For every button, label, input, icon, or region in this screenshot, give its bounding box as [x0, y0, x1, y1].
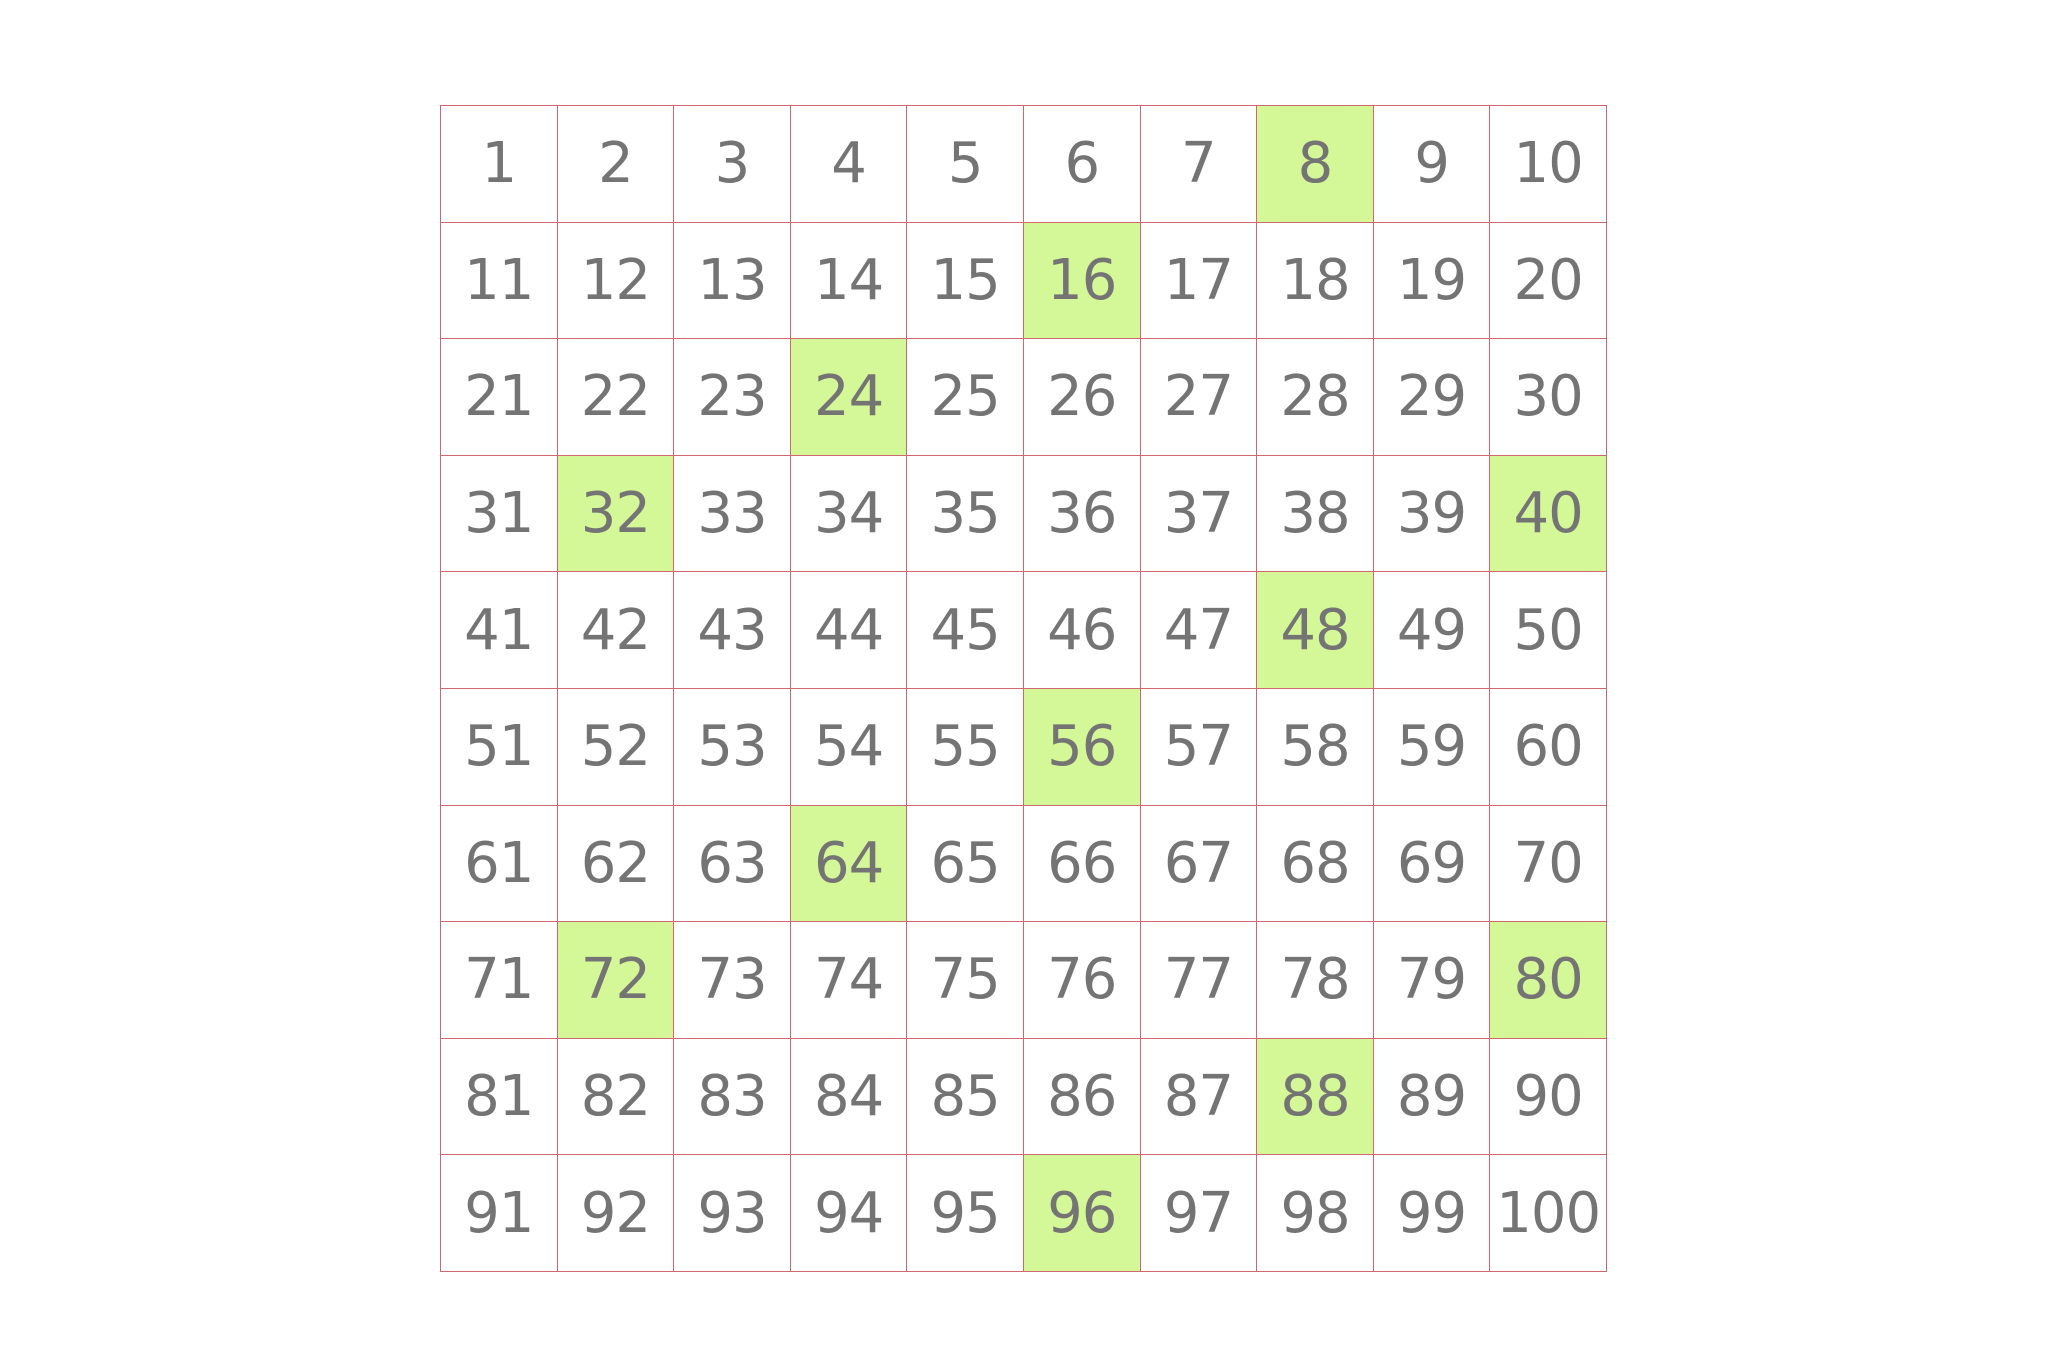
grid-cell[interactable]: 70	[1490, 806, 1607, 923]
grid-cell[interactable]: 92	[558, 1155, 675, 1272]
grid-cell[interactable]: 45	[907, 572, 1024, 689]
grid-cell[interactable]: 50	[1490, 572, 1607, 689]
grid-cell[interactable]: 63	[674, 806, 791, 923]
grid-cell[interactable]: 26	[1024, 339, 1141, 456]
hundred-chart-grid	[440, 105, 1607, 1272]
grid-cell[interactable]: 59	[1374, 689, 1491, 806]
grid-cell[interactable]: 33	[674, 456, 791, 573]
grid-cell[interactable]: 1	[441, 106, 558, 223]
grid-cell[interactable]: 68	[1257, 806, 1374, 923]
grid-cell[interactable]: 30	[1490, 339, 1607, 456]
grid-cell[interactable]: 73	[674, 922, 791, 1039]
grid-cell[interactable]: 49	[1374, 572, 1491, 689]
grid-cell[interactable]: 83	[674, 1039, 791, 1156]
grid-cell[interactable]: 4	[791, 106, 908, 223]
grid-cell[interactable]: 17	[1141, 223, 1258, 340]
grid-cell[interactable]: 61	[441, 806, 558, 923]
grid-cell-highlighted[interactable]: 48	[1257, 572, 1374, 689]
grid-cell[interactable]: 14	[791, 223, 908, 340]
grid-cell[interactable]: 97	[1141, 1155, 1258, 1272]
grid-cell[interactable]: 86	[1024, 1039, 1141, 1156]
grid-cell[interactable]: 77	[1141, 922, 1258, 1039]
grid-cell[interactable]: 87	[1141, 1039, 1258, 1156]
grid-cell[interactable]: 47	[1141, 572, 1258, 689]
grid-cell[interactable]: 41	[441, 572, 558, 689]
grid-cell[interactable]: 39	[1374, 456, 1491, 573]
grid-cell-highlighted[interactable]: 96	[1024, 1155, 1141, 1272]
grid-cell[interactable]: 15	[907, 223, 1024, 340]
grid-cell[interactable]: 52	[558, 689, 675, 806]
grid-cell[interactable]: 25	[907, 339, 1024, 456]
grid-cell[interactable]: 71	[441, 922, 558, 1039]
grid-cell[interactable]: 75	[907, 922, 1024, 1039]
grid-cell[interactable]: 81	[441, 1039, 558, 1156]
grid-cell[interactable]: 10	[1490, 106, 1607, 223]
grid-cell[interactable]: 20	[1490, 223, 1607, 340]
grid-cell[interactable]: 28	[1257, 339, 1374, 456]
grid-cell[interactable]: 36	[1024, 456, 1141, 573]
grid-cell[interactable]: 98	[1257, 1155, 1374, 1272]
grid-cell[interactable]: 93	[674, 1155, 791, 1272]
grid-cell[interactable]: 53	[674, 689, 791, 806]
grid-cell[interactable]: 38	[1257, 456, 1374, 573]
grid-cell-highlighted[interactable]: 72	[558, 922, 675, 1039]
grid-cell-highlighted[interactable]: 64	[791, 806, 908, 923]
grid-cell[interactable]: 79	[1374, 922, 1491, 1039]
grid-cell[interactable]: 31	[441, 456, 558, 573]
grid-cell[interactable]: 2	[558, 106, 675, 223]
grid-cell[interactable]: 46	[1024, 572, 1141, 689]
grid-cell[interactable]: 23	[674, 339, 791, 456]
grid-cell[interactable]: 82	[558, 1039, 675, 1156]
grid-cell[interactable]: 91	[441, 1155, 558, 1272]
grid-cell[interactable]: 12	[558, 223, 675, 340]
grid-cell[interactable]: 99	[1374, 1155, 1491, 1272]
grid-cell-highlighted[interactable]: 80	[1490, 922, 1607, 1039]
grid-cell[interactable]: 62	[558, 806, 675, 923]
grid-cell[interactable]: 44	[791, 572, 908, 689]
grid-cell-highlighted[interactable]: 16	[1024, 223, 1141, 340]
grid-cell[interactable]: 18	[1257, 223, 1374, 340]
grid-cell[interactable]: 43	[674, 572, 791, 689]
grid-cell[interactable]: 78	[1257, 922, 1374, 1039]
grid-cell-highlighted[interactable]: 8	[1257, 106, 1374, 223]
grid-cell[interactable]: 27	[1141, 339, 1258, 456]
grid-cell-highlighted[interactable]: 24	[791, 339, 908, 456]
grid-cell[interactable]: 13	[674, 223, 791, 340]
grid-cell[interactable]: 60	[1490, 689, 1607, 806]
grid-cell[interactable]: 66	[1024, 806, 1141, 923]
grid-cell-highlighted[interactable]: 32	[558, 456, 675, 573]
grid-cell[interactable]: 51	[441, 689, 558, 806]
grid-cell[interactable]: 21	[441, 339, 558, 456]
grid-cell[interactable]: 9	[1374, 106, 1491, 223]
grid-cell-highlighted[interactable]: 56	[1024, 689, 1141, 806]
grid-cell[interactable]: 54	[791, 689, 908, 806]
grid-cell[interactable]: 84	[791, 1039, 908, 1156]
grid-cell[interactable]: 65	[907, 806, 1024, 923]
grid-cell-highlighted[interactable]: 40	[1490, 456, 1607, 573]
grid-cell[interactable]: 69	[1374, 806, 1491, 923]
grid-cell[interactable]: 5	[907, 106, 1024, 223]
grid-cell[interactable]: 42	[558, 572, 675, 689]
grid-cell[interactable]: 34	[791, 456, 908, 573]
grid-cell[interactable]: 74	[791, 922, 908, 1039]
grid-cell[interactable]: 29	[1374, 339, 1491, 456]
grid-cell[interactable]: 35	[907, 456, 1024, 573]
grid-cell[interactable]: 94	[791, 1155, 908, 1272]
grid-cell[interactable]: 58	[1257, 689, 1374, 806]
grid-cell[interactable]: 3	[674, 106, 791, 223]
grid-cell[interactable]: 22	[558, 339, 675, 456]
grid-cell[interactable]: 57	[1141, 689, 1258, 806]
grid-cell[interactable]: 100	[1490, 1155, 1607, 1272]
grid-cell[interactable]: 6	[1024, 106, 1141, 223]
grid-cell[interactable]: 55	[907, 689, 1024, 806]
grid-cell[interactable]: 95	[907, 1155, 1024, 1272]
grid-cell[interactable]: 37	[1141, 456, 1258, 573]
grid-cell[interactable]: 85	[907, 1039, 1024, 1156]
grid-cell-highlighted[interactable]: 88	[1257, 1039, 1374, 1156]
grid-cell[interactable]: 19	[1374, 223, 1491, 340]
grid-cell[interactable]: 76	[1024, 922, 1141, 1039]
grid-cell[interactable]: 7	[1141, 106, 1258, 223]
grid-cell[interactable]: 11	[441, 223, 558, 340]
grid-cell[interactable]: 89	[1374, 1039, 1491, 1156]
grid-cell[interactable]: 90	[1490, 1039, 1607, 1156]
grid-cell[interactable]: 67	[1141, 806, 1258, 923]
